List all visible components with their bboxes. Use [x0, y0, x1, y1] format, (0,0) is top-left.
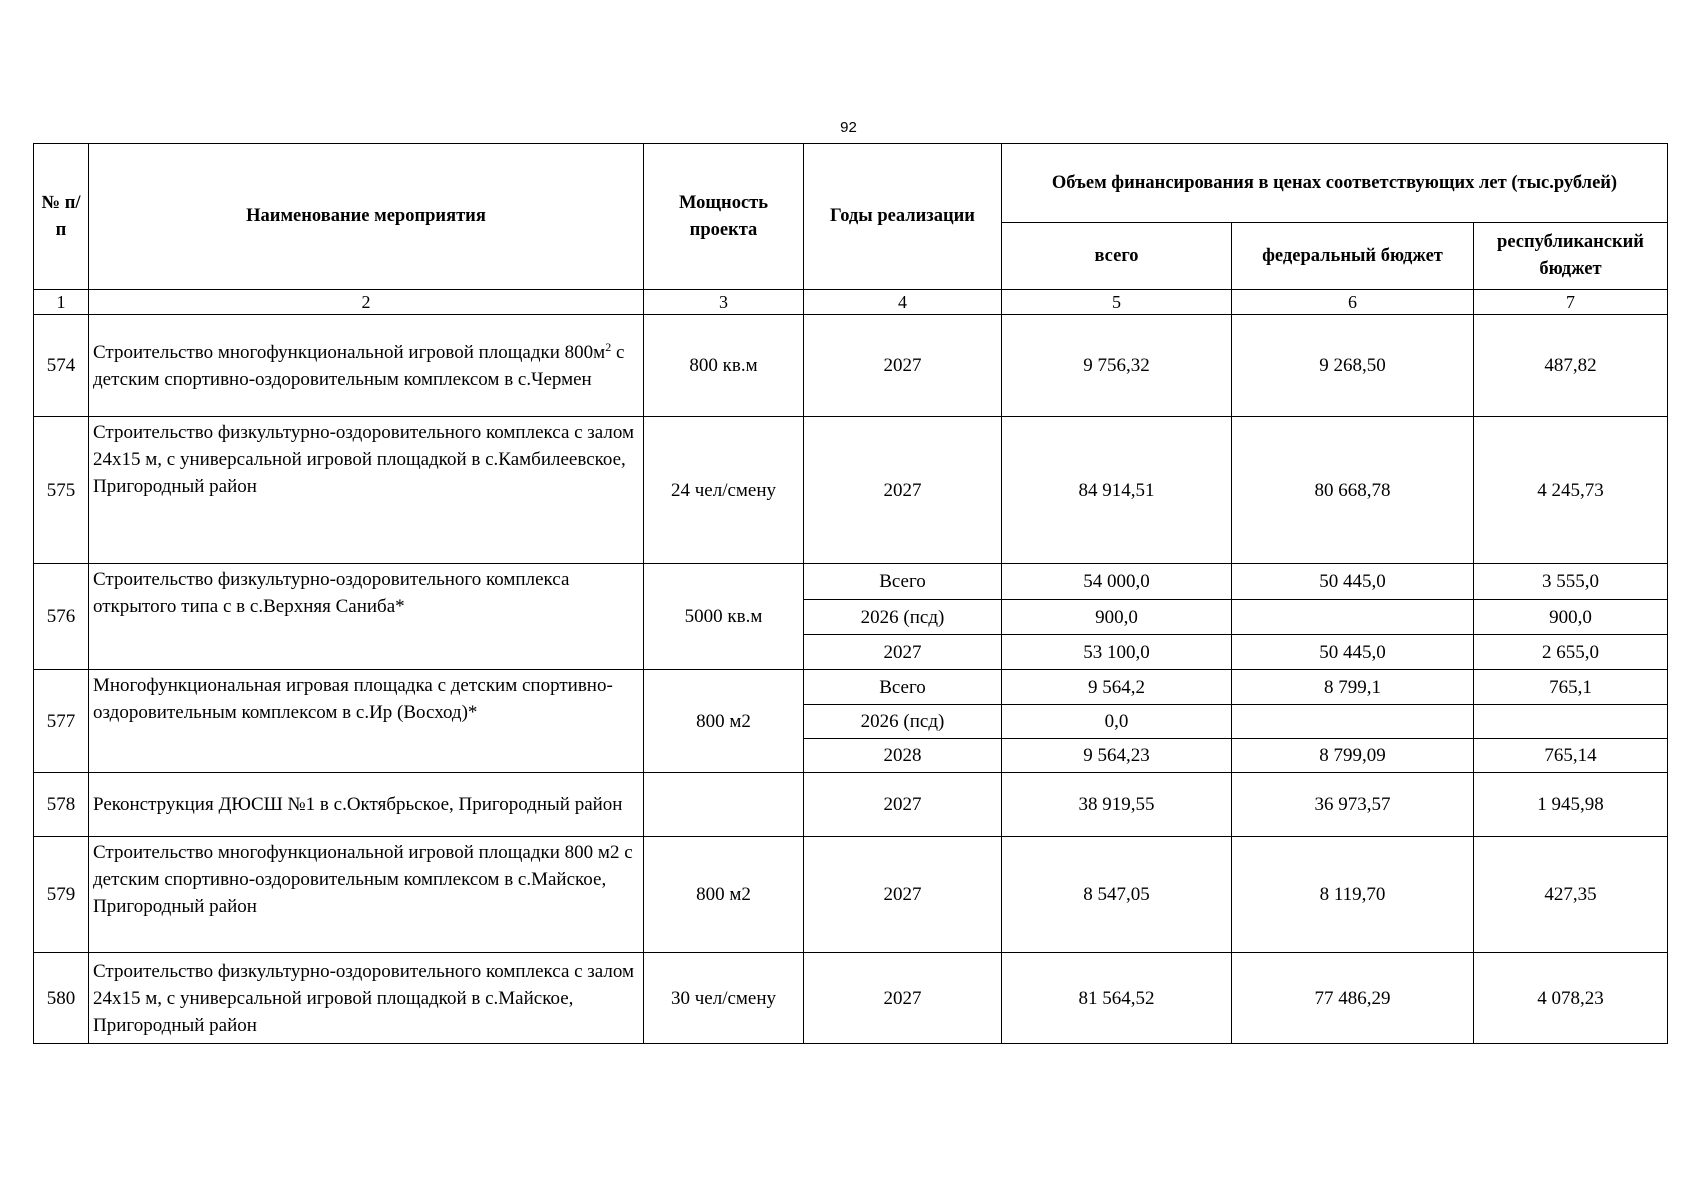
- republic-cell: 427,35: [1474, 837, 1668, 953]
- total-cell: 9 564,23: [1002, 739, 1232, 773]
- event-name: Строительство физкультурно-оздоровительного комплекса открытого типа с в с.Верхняя Саниба*: [89, 564, 644, 670]
- republic-cell: 765,14: [1474, 739, 1668, 773]
- header-capacity: Мощность проекта: [644, 144, 804, 290]
- table-row: [34, 953, 1668, 1044]
- event-name: Строительство физкультурно-оздоровительного комплекса с залом 24х15 м, с универсальной игровой площадкой в с.Камбилеевское, Пригородный район: [89, 417, 644, 564]
- column-number: 7: [1474, 290, 1668, 315]
- federal-cell: 50 445,0: [1232, 564, 1474, 600]
- capacity-cell: 800 м2: [644, 670, 804, 773]
- total-cell: 54 000,0: [1002, 564, 1232, 600]
- column-number: 6: [1232, 290, 1474, 315]
- total-cell: 9 756,32: [1002, 315, 1232, 417]
- total-cell: 53 100,0: [1002, 635, 1232, 670]
- year-cell: 2027: [804, 635, 1002, 670]
- column-number: 5: [1002, 290, 1232, 315]
- header-federal: федеральный бюджет: [1232, 223, 1474, 290]
- federal-cell: 50 445,0: [1232, 635, 1474, 670]
- year-cell: 2027: [804, 773, 1002, 837]
- federal-cell: [1232, 600, 1474, 635]
- header-funding: Объем финансирования в ценах соответствующих лет (тыс.рублей): [1002, 144, 1668, 223]
- federal-cell: 8 799,09: [1232, 739, 1474, 773]
- event-name: [89, 315, 644, 417]
- table-row: [34, 315, 1668, 417]
- header-republic: республиканский бюджет: [1474, 223, 1668, 290]
- republic-cell: 487,82: [1474, 315, 1668, 417]
- republic-cell: 3 555,0: [1474, 564, 1668, 600]
- total-cell: 900,0: [1002, 600, 1232, 635]
- federal-cell: 8 119,70: [1232, 837, 1474, 953]
- superscript: 2: [605, 339, 612, 354]
- year-cell: 2027: [804, 953, 1002, 1044]
- row-number: 575: [34, 417, 89, 564]
- event-name: Строительство многофункциональной игровой площадки 800 м2 с детским спортивно-оздоровительным комплексом в с.Майское, Пригородный район: [89, 837, 644, 953]
- column-number: 1: [34, 290, 89, 315]
- page-number: 92: [840, 119, 857, 136]
- total-cell: 9 564,2: [1002, 670, 1232, 705]
- year-cell: 2028: [804, 739, 1002, 773]
- total-cell: 38 919,55: [1002, 773, 1232, 837]
- row-number: 574: [34, 315, 89, 417]
- federal-cell: 36 973,57: [1232, 773, 1474, 837]
- event-name-part: с детским спортивно-оздоровительным комплексом в с.Чермен: [93, 341, 625, 390]
- year-cell: Всего: [804, 564, 1002, 600]
- republic-cell: [1474, 705, 1668, 739]
- capacity-cell: [644, 773, 804, 837]
- header-years: Годы реализации: [804, 144, 1002, 290]
- funding-table: [33, 143, 1668, 1044]
- total-cell: 84 914,51: [1002, 417, 1232, 564]
- header-total: всего: [1002, 223, 1232, 290]
- column-number: 2: [89, 290, 644, 315]
- year-cell: 2027: [804, 315, 1002, 417]
- federal-cell: 80 668,78: [1232, 417, 1474, 564]
- federal-cell: [1232, 705, 1474, 739]
- federal-cell: 8 799,1: [1232, 670, 1474, 705]
- total-cell: 81 564,52: [1002, 953, 1232, 1044]
- republic-cell: 765,1: [1474, 670, 1668, 705]
- capacity-cell: 5000 кв.м: [644, 564, 804, 670]
- row-number: 576: [34, 564, 89, 670]
- republic-cell: 4 245,73: [1474, 417, 1668, 564]
- header-no: № п/п: [34, 144, 89, 290]
- capacity-cell: 30 чел/смену: [644, 953, 804, 1044]
- event-name: Строительство физкультурно-оздоровительного комплекса с залом 24х15 м, с универсальной игровой площадкой в с.Майское, Пригородный район: [89, 953, 644, 1044]
- table-row: [34, 417, 1668, 564]
- table-row: [34, 773, 1668, 837]
- event-name: Многофункциональная игровая площадка с детским спортивно-оздоровительным комплексом в с.Ир (Восход)*: [89, 670, 644, 773]
- row-number: 578: [34, 773, 89, 837]
- row-number: 577: [34, 670, 89, 773]
- federal-cell: 77 486,29: [1232, 953, 1474, 1044]
- table-row: [34, 837, 1668, 953]
- republic-cell: 2 655,0: [1474, 635, 1668, 670]
- column-number: 4: [804, 290, 1002, 315]
- row-number: 580: [34, 953, 89, 1044]
- year-cell: Всего: [804, 670, 1002, 705]
- year-cell: 2026 (псд): [804, 600, 1002, 635]
- column-numbers-row: [34, 290, 1668, 315]
- header-name: Наименование мероприятия: [89, 144, 644, 290]
- table-row: [34, 564, 1668, 600]
- republic-cell: 4 078,23: [1474, 953, 1668, 1044]
- republic-cell: 1 945,98: [1474, 773, 1668, 837]
- federal-cell: 9 268,50: [1232, 315, 1474, 417]
- capacity-cell: 24 чел/смену: [644, 417, 804, 564]
- capacity-cell: 800 м2: [644, 837, 804, 953]
- event-name-part: Строительство многофункциональной игровой площадки 800м: [93, 341, 606, 363]
- year-cell: 2027: [804, 837, 1002, 953]
- event-name: Реконструкция ДЮСШ №1 в с.Октябрьское, Пригородный район: [89, 773, 644, 837]
- row-number: 579: [34, 837, 89, 953]
- capacity-cell: 800 кв.м: [644, 315, 804, 417]
- year-cell: 2027: [804, 417, 1002, 564]
- column-number: 3: [644, 290, 804, 315]
- total-cell: 8 547,05: [1002, 837, 1232, 953]
- republic-cell: 900,0: [1474, 600, 1668, 635]
- table-row: [34, 670, 1668, 705]
- total-cell: 0,0: [1002, 705, 1232, 739]
- year-cell: 2026 (псд): [804, 705, 1002, 739]
